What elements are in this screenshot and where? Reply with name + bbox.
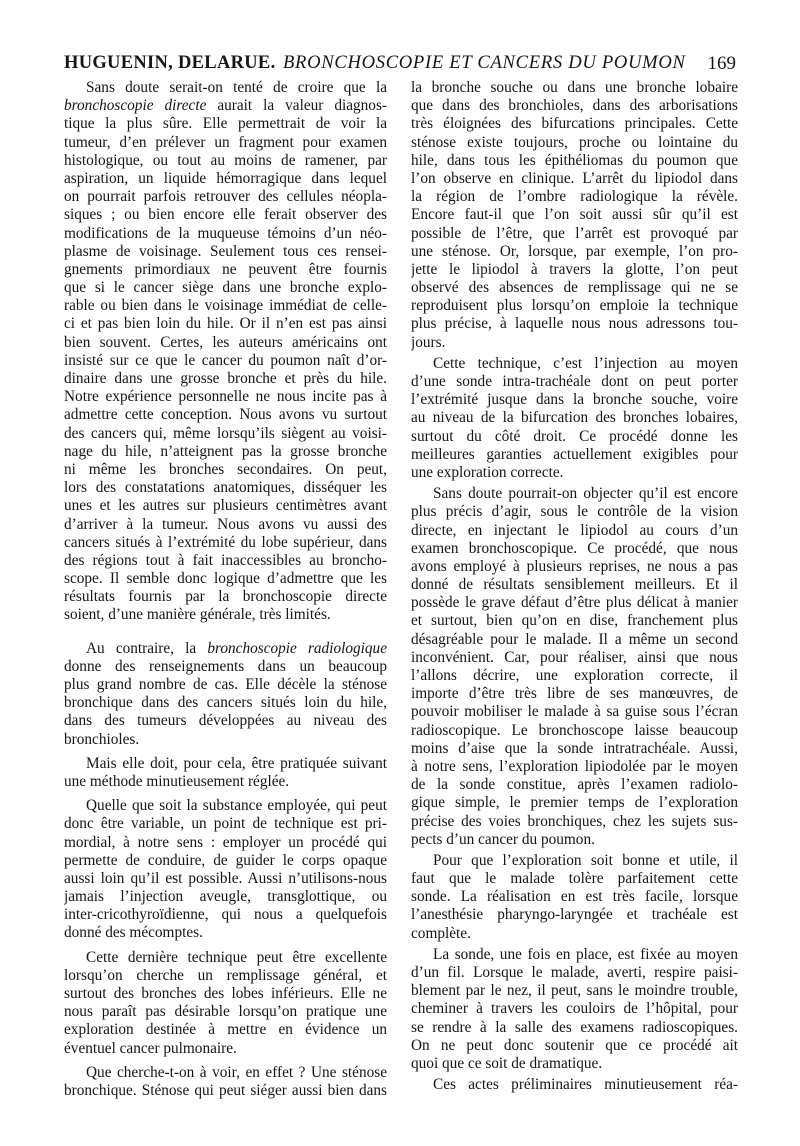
text-line: exploration destinée à mettre en évidence un bbox=[64, 1021, 387, 1039]
text-line: reproduisent plus lorsqu’on emploie la technique bbox=[411, 297, 738, 315]
text-line: aspiration, un liquide hémorragique dans lequel bbox=[64, 169, 387, 187]
text-line: désagréable pour le malade. Il a même un second bbox=[411, 630, 738, 648]
paragraph bbox=[64, 755, 387, 791]
text-line: possible de l’être, que l’arrêt est provoqué par bbox=[411, 224, 738, 242]
text-line: siques ; ou bien encore elle ferait observer des bbox=[64, 206, 387, 224]
right-text-column bbox=[411, 79, 738, 1094]
text-line: Cette dernière technique peut être excellente bbox=[86, 948, 387, 966]
text-line: permette de conduire, de guider le corps opaque bbox=[64, 851, 387, 869]
paragraph bbox=[411, 355, 738, 482]
text-line: inter-cricothyroïdienne, qui nous a quelquefois bbox=[64, 906, 387, 924]
text-line: d’un fil. Lorsque le malade, averti, respire paisi- bbox=[411, 964, 738, 981]
text-line: Ces actes préliminaires minutieusement réa- bbox=[433, 1076, 738, 1094]
text-line: l’anesthésie pharyngo-laryngée et trachéale est bbox=[411, 906, 738, 924]
text-line: hile, dans tous les épithéliomas du poumon que bbox=[411, 151, 738, 169]
page-number: 169 bbox=[707, 53, 736, 74]
paragraph bbox=[411, 946, 738, 1073]
text-line: gnements primordiaux ne peuvent être fournis bbox=[64, 260, 387, 278]
text-line: La sonde, une fois en place, est fixée au moyen bbox=[433, 945, 738, 963]
text-line: Mais elle doit, pour cela, être pratiquée suivant bbox=[86, 754, 387, 772]
text-line: ni même les bronches secondaires. On peut, bbox=[64, 460, 387, 478]
text-line: Notre expérience personnelle ne nous incite pas à bbox=[64, 388, 387, 406]
text-line: blement par le nez, il peut, sans le moindre trouble, bbox=[411, 982, 738, 1000]
text-line: cancers situés à l’extrémité du lobe supérieur, dans bbox=[64, 533, 387, 551]
text-line: résultats fournis par la bronchoscopie directe bbox=[64, 588, 387, 606]
text-line: pouvoir mobiliser le malade à sa guise sous l’écran bbox=[411, 703, 738, 721]
text-line: directe, en injectant le lipiodol au cours d’un bbox=[411, 521, 738, 539]
text-line: la région de l’ombre radiologique la révèle. bbox=[411, 188, 738, 206]
paragraph bbox=[411, 79, 738, 352]
text-line: importe d’être très libre de ses manœuvres, de bbox=[411, 685, 738, 703]
text-line: on pourrait parfois retrouver des cellules néopla- bbox=[64, 188, 387, 206]
paragraph bbox=[411, 485, 738, 849]
text-line: ci et pas bien loin du hile. Or il n’en est pas ainsi bbox=[64, 315, 387, 333]
text-line: jamais l’injection aveugle, transglottique, ou bbox=[64, 888, 387, 906]
text-line: à notre sens, l’exploration lipiodolée par le moyen bbox=[411, 757, 738, 775]
text-line: plus précis d’agir, sous le contrôle de la vision bbox=[411, 503, 738, 521]
running-header bbox=[64, 50, 738, 76]
text-line: pects d’un cancer du poumon. bbox=[411, 830, 595, 848]
text-line: une méthode minutieusement réglée. bbox=[64, 772, 290, 790]
text-line: donné des mécomptes. bbox=[64, 924, 203, 942]
text-line: meilleures garanties actuellement exigibles pour bbox=[411, 445, 738, 463]
text-line: bronchioles. bbox=[64, 730, 140, 748]
text-line: d’arriver à la tumeur. Nous avons vu aussi des bbox=[64, 515, 387, 533]
text-run: aurait la valeur diagnos- bbox=[206, 97, 387, 115]
text-line: dans des tumeurs développées au niveau des bbox=[64, 712, 387, 730]
text-line: insisté sur ce que le cancer du poumon naît d’or- bbox=[64, 351, 387, 369]
text-line: se rendre à la salle des examens radioscopiques. bbox=[411, 1018, 738, 1036]
text-line: rable ou bien dans le voisinage immédiat de celle- bbox=[64, 297, 387, 315]
text-line: jours. bbox=[411, 333, 446, 351]
italic-term: bronchoscopie directe bbox=[64, 97, 207, 115]
text-line: surtout des bronches des lobes inférieurs. Elle ne bbox=[64, 985, 387, 1002]
text-line: possède le grave défaut d’être plus délicat à manier bbox=[411, 594, 738, 612]
text-line: l’extrémité jusque dans la bronche souche, voire bbox=[411, 391, 738, 409]
text-line: unes et les autres sur plusieurs centimètres avant bbox=[64, 497, 387, 515]
text-line: examen bronchoscopique. Ce procédé, que nous bbox=[411, 539, 738, 557]
text-line: surtout du côté droit. Ce procédé donne les bbox=[411, 427, 738, 445]
text-line: cheminer à travers les couloirs de l’hôpital, pour bbox=[411, 1000, 738, 1018]
text-line: Quelle que soit la substance employée, qui peut bbox=[86, 797, 387, 815]
running-header-authors: HUGUENIN, DELARUE. bbox=[64, 53, 276, 73]
text-line: éventuel cancer pulmonaire. bbox=[64, 1039, 237, 1057]
text-line: histologique, ou tout au moins de ramener, par bbox=[64, 151, 387, 169]
paragraph bbox=[64, 949, 387, 1058]
italic-term: bronchoscopie radiologique bbox=[207, 639, 387, 657]
text-line: moins d’aise que la sonde intratrachéale. Aussi, bbox=[411, 739, 738, 757]
text-line: plasme de voisinage. Seulement tous ces rensei- bbox=[64, 242, 387, 260]
text-line: donne des renseignements dans un beaucoup bbox=[64, 657, 387, 675]
paragraph bbox=[64, 79, 387, 625]
text-line: lors des constatations anatomiques, disséquer les bbox=[64, 479, 387, 497]
text-line: des régions tout à fait inaccessibles au broncho- bbox=[64, 551, 387, 569]
paragraph bbox=[64, 797, 387, 943]
text-line: avons employé à plusieurs reprises, ne nous a pas bbox=[411, 557, 738, 575]
text-line: des cancers qui, même lorsqu’ils siègent au voisi- bbox=[64, 424, 387, 442]
text-line: tique la plus sûre. Elle permettrait de voir la bbox=[64, 115, 387, 133]
text-line: radioscopique. Le bronchoscope laisse beaucoup bbox=[411, 721, 738, 739]
text-line: nage du hile, n’atteignent pas la grosse bronche bbox=[64, 442, 387, 460]
text-line: l’allons décrire, une exploration correcte, il bbox=[411, 667, 738, 684]
text-line: bien souvent. Certes, les auteurs américains ont bbox=[64, 333, 387, 351]
paragraph bbox=[64, 640, 387, 749]
text-line: gique simple, le premier temps de l’exploration bbox=[411, 794, 738, 812]
text-line: sonde. La réalisation en est très facile, lorsque bbox=[411, 888, 738, 906]
text-line: quoi que ce soit de dramatique. bbox=[411, 1054, 603, 1072]
text-line: admettre cette conception. Nous avons vu surtout bbox=[64, 406, 387, 424]
text-line: Sans doute serait-on tenté de croire que la bbox=[86, 79, 387, 96]
text-line: d’une sonde intra-trachéale dont on peut porter bbox=[411, 373, 738, 390]
text-line: précise des voies bronchiques, chez les sujets sus- bbox=[411, 812, 738, 830]
text-line: Pour que l’exploration soit bonne et utile, il bbox=[433, 851, 738, 869]
text-line: donné de résultats sensiblement meilleurs. Et il bbox=[411, 576, 738, 594]
text-line: scope. Il semble donc logique d’admettre que les bbox=[64, 570, 387, 588]
text-line: lorsqu’on cherche un remplissage général, et bbox=[64, 966, 387, 984]
text-line: que si le cancer siège dans une bronche explo- bbox=[64, 279, 387, 297]
running-header-title: BRONCHOSCOPIE ET CANCERS DU POUMON bbox=[283, 52, 686, 73]
text-line: au niveau de la bifurcation des bronches lobaires, bbox=[411, 409, 738, 427]
text-line: l’on observe en clinique. L’arrêt du lipiodol dans bbox=[411, 169, 738, 187]
text-line: la bronche souche ou dans une bronche lobaire bbox=[411, 79, 738, 96]
paragraph bbox=[411, 852, 738, 943]
text-line: complète. bbox=[411, 924, 471, 942]
text-line: On ne peut donc soutenir que ce procédé ait bbox=[411, 1036, 738, 1054]
text-line: bronchique dans des cancers situés loin du hile, bbox=[64, 694, 387, 712]
left-text-column bbox=[64, 79, 387, 1100]
text-line: que dans des bronchioles, dans des arborisations bbox=[411, 97, 738, 115]
text-line bbox=[64, 97, 387, 115]
text-line: observé des absences de remplissage qui ne se bbox=[411, 279, 738, 297]
text-line: plus précise, à laquelle nous nous adressons tou- bbox=[411, 315, 738, 333]
text-line: tumeur, d’en prélever un fragment pour examen bbox=[64, 133, 387, 151]
text-line: Encore faut-il que l’on soit aussi sûr qu’il est bbox=[411, 206, 738, 224]
text-line: dinaire dans une grosse bronche et près du hile. bbox=[64, 370, 387, 387]
text-line: jette le lipiodol à travers la glotte, l’on peut bbox=[411, 260, 738, 278]
text-line: Cette technique, c’est l’injection au moyen bbox=[433, 354, 738, 372]
text-line: Que cherche-t-on à voir, en effet ? Une sténose bbox=[86, 1063, 387, 1081]
text-line: Sans doute pourrait-on objecter qu’il est encore bbox=[433, 485, 738, 503]
text-line: bronchique. Sténose qui peut siéger aussi bien dans bbox=[64, 1081, 387, 1099]
text-line: une sténose. Or, lorsque, par exemple, l’on pro- bbox=[411, 242, 738, 260]
text-line: nous paraît pas désirable lorsqu’on pratique une bbox=[64, 1003, 387, 1021]
text-line: modifications de la muqueuse témoins d’un néo- bbox=[64, 224, 387, 242]
text-line: inconvénient. Car, pour réaliser, ainsi que nous bbox=[411, 648, 738, 666]
text-line: sténose existe toujours, proche ou lointaine du bbox=[411, 133, 738, 151]
paragraph bbox=[411, 1076, 738, 1094]
text-line bbox=[64, 640, 387, 658]
text-run: Au contraire, la bbox=[86, 639, 208, 657]
text-line: aussi loin qu’il est possible. Aussi n’utilisons-nous bbox=[64, 869, 387, 887]
text-line: une exploration correcte. bbox=[411, 463, 564, 481]
text-line: donc être variable, un point de technique est pri- bbox=[64, 815, 387, 833]
text-line: de la sonde constitue, après l’examen radiolo- bbox=[411, 776, 738, 794]
text-line: et surtout, bien qu’on en dise, franchement plus bbox=[411, 612, 738, 630]
text-line: mordial, à notre sens : employer un procédé qui bbox=[64, 833, 387, 851]
paragraph bbox=[64, 1064, 387, 1100]
text-line: soient, d’une manière générale, très limités. bbox=[64, 606, 331, 624]
text-line: faut que le malade tolère parfaitement cette bbox=[411, 870, 738, 888]
text-line: très éloignées des bifurcations principales. Cette bbox=[411, 115, 738, 133]
text-line: plus grand nombre de cas. Elle décèle la sténose bbox=[64, 676, 387, 693]
